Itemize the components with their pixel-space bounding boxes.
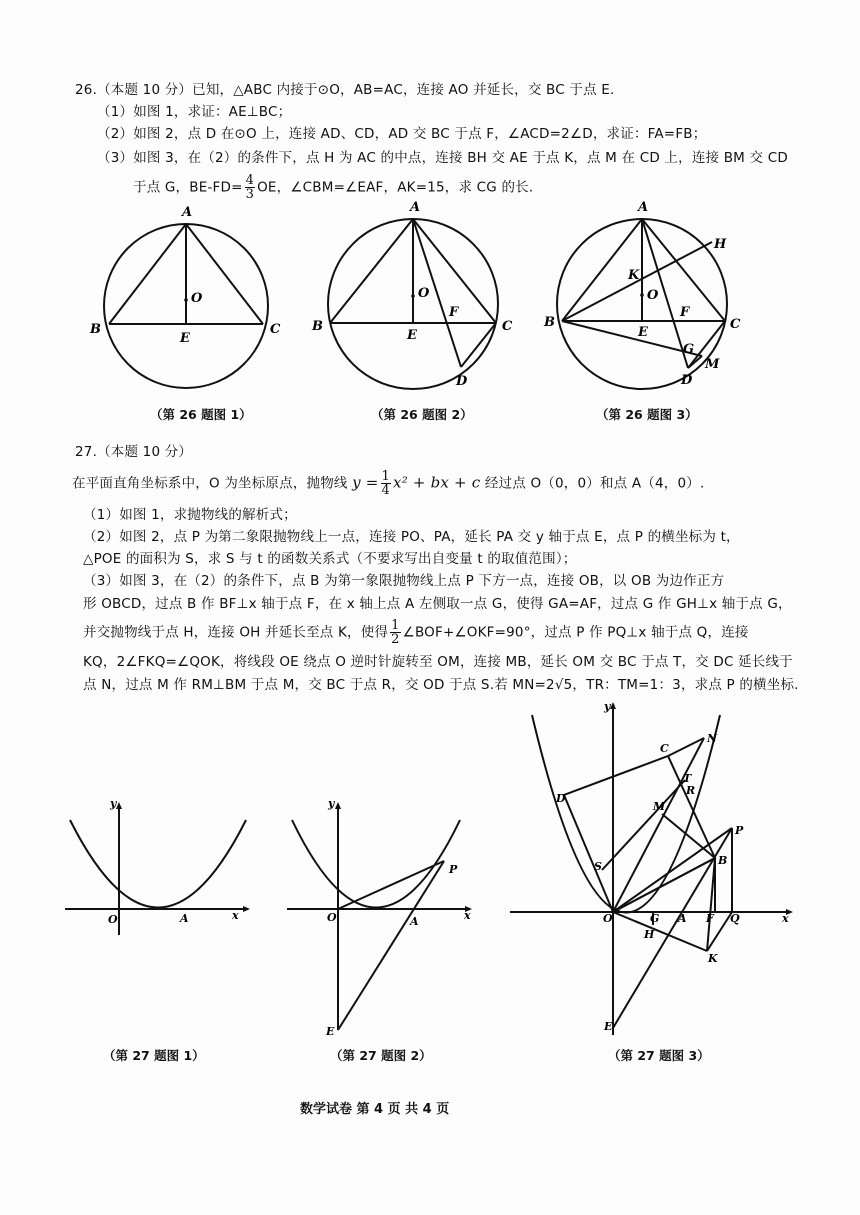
fig27-3-label-P: P [735,824,744,837]
fig26-2-label-E: E [407,328,417,343]
fig27-1-label-A: A [180,912,189,925]
fig27-1-label-O: O [108,913,118,926]
fig26-3-label-F: F [680,305,690,320]
fig26-1-label-O: O [191,291,203,306]
fig27-2-label-O: O [327,911,337,924]
fig27-3-label-N: N [707,732,718,745]
fig26-1-label-B: B [90,322,101,337]
q26-frac-den: 3 [245,187,255,202]
q27-part2-cont: △POE 的面积为 S，求 S 与 t 的函数关系式（不要求写出自变量 t 的取值范围）； [83,551,577,567]
figure-27-3 [510,700,800,1045]
q26-fraction [245,174,255,201]
fig27-3-label-F: F [706,912,714,925]
q26-part2: （2）如图 2，点 D 在⊙O 上，连接 AD、CD，AD 交 BC 于点 F，∠ACD=2∠D，求证：FA=FB； [97,126,707,142]
q27-line7-frac-den: 2 [391,632,400,647]
fig27-3-label-S: S [594,860,602,873]
fig27-3-label-y: y [604,700,611,713]
fig27-3-label-T: T [683,772,692,785]
fig27-3-label-G: G [650,912,660,925]
q27-line7-fraction [390,619,400,646]
q27-intro-text-b: 经过点 O（0，0）和点 A（4，0）. [484,475,705,492]
q26-frac-num: 4 [245,173,255,188]
fig27-3-label-D: D [556,792,566,805]
fig27-3-label-E: E [604,1020,613,1033]
caption-26-1: （第 26 题图 1） [150,407,252,422]
fig27-2-label-E: E [326,1025,335,1038]
figure-26-3 [540,198,760,398]
fig27-2-label-P: P [449,863,458,876]
q26-part3-text-a: 于点 G，BE-FD= [133,179,243,196]
fig27-3-label-Q: Q [730,912,740,925]
fig26-3-label-A: A [638,200,649,215]
figure-27-2 [282,795,482,1045]
q26-part3-cont [133,174,533,201]
fig26-2-label-A: A [410,200,421,215]
q27-intro-text-a: 在平面直角坐标系中，O 为坐标原点，抛物线 [72,475,348,492]
fig26-3-label-G: G [683,342,695,357]
fig27-3-label-B: B [718,854,728,867]
fig26-1-label-E: E [180,331,190,346]
fig26-1-label-C: C [270,322,281,337]
fig26-2-label-C: C [502,319,513,334]
q27-part3-line5: 点 N，过点 M 作 RM⊥BM 于点 M，交 BC 于点 R，交 OD 于点 S.若 MN=2√5，TR：TM=1：3，求点 P 的横坐标. [83,677,799,693]
fig27-3-label-O: O [603,912,613,925]
fig26-2-label-B: B [312,319,323,334]
q27-line7-text-a: 并交抛物线于点 H，连接 OH 并延长至点 K，使得 [83,624,389,641]
q27-line7-frac-num: 1 [391,618,400,633]
fig27-3-label-H: H [644,928,655,941]
fig26-3-label-E: E [638,325,648,340]
fig27-3-label-R: R [686,784,696,797]
fig26-2-label-O: O [418,286,430,301]
q26-part1: （1）如图 1，求证：AE⊥BC； [97,104,292,120]
q27-formula-lhs: y = [352,473,379,492]
q27-part3: （3）如图 3，在（2）的条件下，点 B 为第一象限抛物线上点 P 下方一点，连接 OB，以 OB 为边作正方 [83,573,725,589]
fig26-2-label-F: F [449,305,459,320]
q27-frac-num: 1 [381,469,391,484]
fig26-3-label-O: O [647,288,659,303]
caption-27-3: （第 27 题图 3） [608,1048,710,1063]
caption-26-2: （第 26 题图 2） [371,407,473,422]
caption-27-1: （第 27 题图 1） [103,1048,205,1063]
q27-part3-line2: 形 OBCD，过点 B 作 BF⊥x 轴于点 F，在 x 轴上点 A 左侧取一点 G，使得 GA=AF，过点 G 作 GH⊥x 轴于点 G， [83,596,792,612]
q27-part3-line4: KQ，2∠FKQ=∠QOK，将线段 OE 绕点 O 逆时针旋转至 OM，连接 MB，延长 OM 交 BC 于点 T，交 DC 延长线于 [83,654,793,670]
q27-formula-fraction [381,470,391,497]
q27-part3-line3 [83,619,749,646]
fig26-2-label-D: D [456,374,468,389]
q27-line7-text-b: ∠BOF+∠OKF=90°，过点 P 作 PQ⊥x 轴于点 Q，连接 [402,624,749,641]
fig27-2-label-x: x [464,909,471,922]
figure-26-1 [90,200,290,400]
q27-formula-rhs: x² + bx + c [393,473,481,492]
q26-part3: （3）如图 3，在（2）的条件下，点 H 为 AC 的中点，连接 BH 交 AE 于点 K，点 M 在 CD 上，连接 BM 交 CD [97,150,788,166]
fig27-1-label-y: y [110,797,117,810]
fig27-3-label-A: A [678,912,687,925]
fig27-3-label-C: C [660,742,669,755]
caption-27-2: （第 27 题图 2） [330,1048,432,1063]
figure-26-2 [310,198,530,398]
fig27-3-label-x: x [782,912,789,925]
q27-part2: （2）如图 2，点 P 为第二象限抛物线上一点，连接 PO、PA，延长 PA 交 y 轴于点 E，点 P 的横坐标为 t， [83,529,740,545]
page-footer: 数学试卷 第 4 页 共 4 页 [300,1102,450,1117]
q27-title: 27.（本题 10 分） [75,444,193,460]
fig26-1-label-A: A [182,205,193,220]
q27-part1: （1）如图 1，求抛物线的解析式； [83,507,297,523]
figure-27-1 [60,795,260,945]
caption-26-3: （第 26 题图 3） [596,407,698,422]
q27-frac-den: 4 [381,483,391,498]
fig27-3-label-M: M [653,800,666,813]
fig26-3-label-H: H [714,237,727,252]
q27-intro [72,470,704,497]
fig27-1-label-x: x [232,909,239,922]
q26-intro: 26.（本题 10 分）已知，△ABC 内接于⊙O，AB=AC，连接 AO 并延长，交 BC 于点 E. [75,82,615,98]
fig26-3-label-C: C [730,317,741,332]
fig26-3-label-B: B [544,315,555,330]
fig27-2-label-A: A [410,915,419,928]
q26-part3-text-b: OE，∠CBM=∠EAF，AK=15，求 CG 的长. [257,179,534,196]
fig26-3-label-K: K [628,268,640,283]
fig26-3-label-D: D [681,373,693,388]
fig26-3-label-M: M [705,357,720,372]
fig27-3-label-K: K [708,952,718,965]
fig27-2-label-y: y [328,797,335,810]
